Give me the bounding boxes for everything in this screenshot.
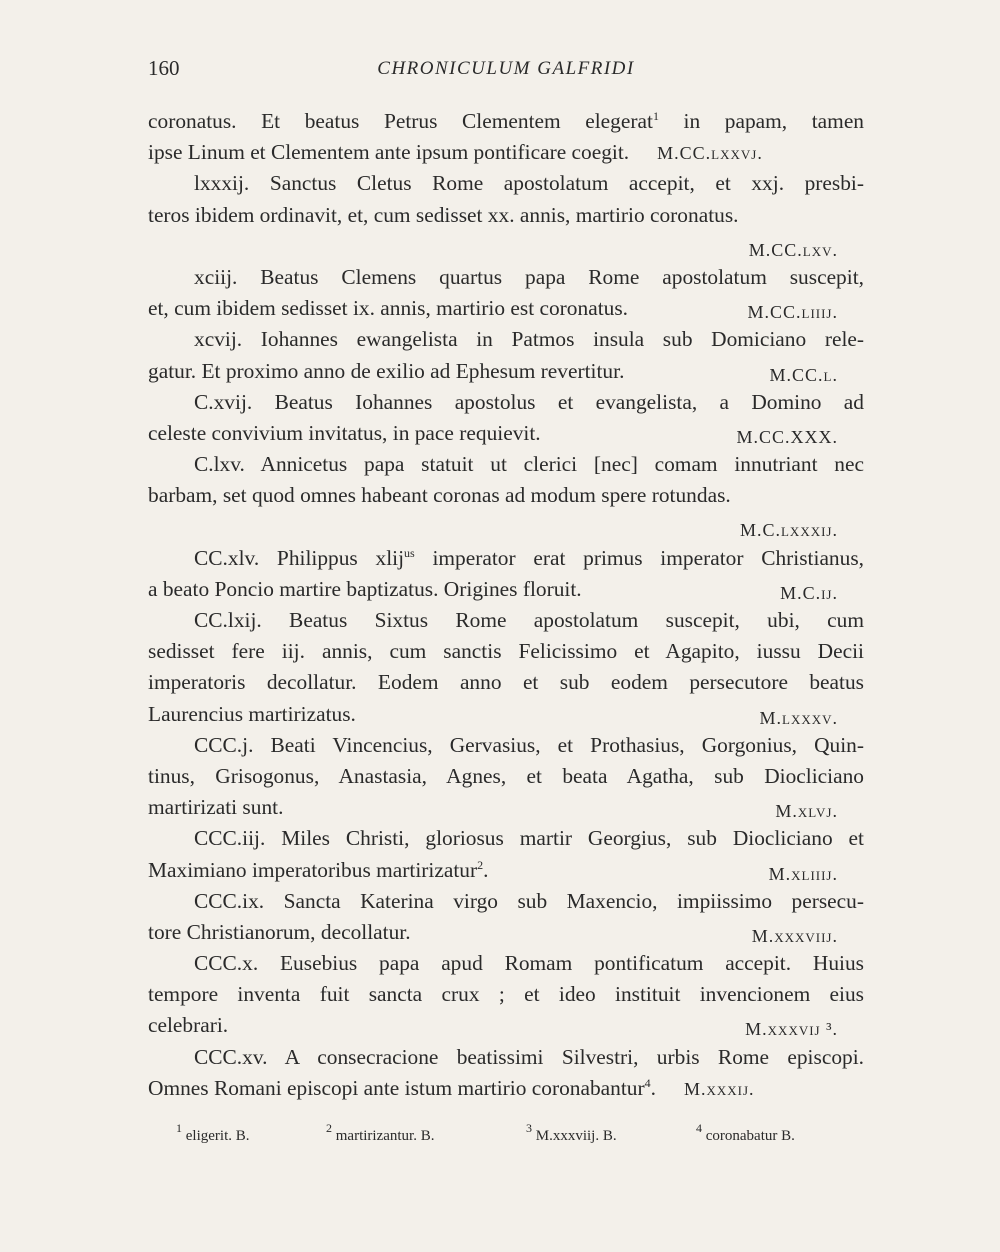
- line-main-text: gatur. Et proximo anno de exilio ad Ephesum revertitur.: [148, 358, 625, 383]
- line-main-text: teros ibidem ordinavit, et, cum sedisset xx. annis, martirio coronatus.: [148, 202, 739, 227]
- text-line: [148, 200, 864, 231]
- text-line: [148, 792, 864, 823]
- footnote-marker: 4: [644, 1075, 651, 1090]
- line-main-text: ipse Linum et Clementem ante ipsum pontificare coegit.: [148, 140, 630, 165]
- footnote-marker: 2: [477, 857, 484, 872]
- line-text: [194, 262, 864, 293]
- text-line: [148, 262, 864, 293]
- line-main-text: CCC.x. Eusebius papa apud Romam pontificatum accepit. Huius: [194, 951, 864, 976]
- line-text: [148, 667, 864, 698]
- text-line: [148, 667, 864, 698]
- year-date: M.CC.liiij.: [747, 302, 838, 323]
- text-line: [148, 917, 864, 948]
- year-date: M.lxxxv.: [759, 707, 838, 728]
- text-line: [148, 636, 864, 667]
- line-text: [194, 387, 864, 418]
- line-text: [148, 792, 283, 823]
- year-date: M.xxxij.: [683, 1078, 755, 1099]
- year-date: M.C.lxxxij.: [739, 520, 838, 541]
- line-main-text: tinus, Grisogonus, Anastasia, Agnes, et beata Agatha, sub Diocliciano: [148, 763, 864, 788]
- footnote-number: 1: [176, 1121, 182, 1135]
- line-main-text: a beato Poncio martire baptizatus. Origines floruit.: [148, 576, 582, 601]
- text-line: [148, 511, 864, 542]
- year-date: M.xliiij.: [768, 863, 838, 884]
- line-text: [148, 418, 541, 449]
- line-main-text: tempore inventa fuit sancta crux ; et ideo instituit invencionem eius: [148, 982, 864, 1007]
- footnote-number: 2: [326, 1121, 332, 1135]
- line-text: [148, 574, 582, 605]
- line-main-text: Omnes Romani episcopi ante istum martirio coronabantur: [148, 1075, 645, 1100]
- line-text: [194, 730, 864, 761]
- line-tail-text: .: [650, 1075, 656, 1100]
- line-main-text: xcvij. Iohannes ewangelista in Patmos insula sub Domiciano rele-: [194, 327, 864, 352]
- text-line: [148, 168, 864, 199]
- line-text: [148, 917, 411, 948]
- line-main-text: et, cum ibidem sedisset ix. annis, martirio est coronatus.: [148, 296, 629, 321]
- text-line: [148, 543, 864, 574]
- page-number: 160: [148, 56, 180, 80]
- text-line: [148, 948, 864, 979]
- line-main-text: sedisset fere iij. annis, cum sanctis Felicissimo et Agapito, iussu Decii: [148, 639, 864, 664]
- text-line: [148, 1042, 864, 1073]
- line-main-text: CC.xlv. Philippus xlij: [194, 545, 405, 570]
- text-line: [148, 324, 864, 355]
- text-line: [148, 387, 864, 418]
- footnote-number: 3: [526, 1121, 532, 1135]
- year-date: M.C.ij.: [780, 582, 838, 603]
- line-text: [148, 293, 628, 324]
- line-main-text: Maximiano imperatoribus martirizatur: [148, 857, 478, 882]
- line-text: [194, 605, 864, 636]
- text-line: [148, 574, 864, 605]
- text-line: [148, 1073, 864, 1104]
- footnote-text: M.xxxviij. B.: [532, 1128, 617, 1144]
- text-line: [148, 979, 864, 1010]
- text-line: [148, 761, 864, 792]
- running-head: CHRONICULUM GALFRIDI: [377, 58, 635, 79]
- year-date: M.xxxvij ³.: [745, 1019, 838, 1040]
- year-date: M.xxxviij.: [751, 925, 838, 946]
- year-date: M.CC.l.: [769, 364, 838, 385]
- line-main-text: barbam, set quod omnes habeant coronas ad modum spere rotundas.: [148, 483, 731, 508]
- text-line: [148, 231, 864, 262]
- line-text: [148, 480, 731, 511]
- line-text: [148, 761, 864, 792]
- line-main-text: coronatus. Et beatus Petrus Clementem elegerat: [148, 109, 653, 133]
- year-date: M.CC.XXX.: [736, 426, 838, 447]
- text-line: [148, 605, 864, 636]
- chronicle-text: [148, 106, 864, 1104]
- line-main-text: C.lxv. Annicetus papa statuit ut clerici [nec] comam innutriant nec: [194, 452, 864, 477]
- text-line: [148, 886, 864, 917]
- year-date: M.CC.lxv.: [748, 239, 838, 260]
- year-date: M.CC.lxxvj.: [657, 143, 763, 164]
- text-line: [148, 449, 864, 480]
- line-text: [148, 356, 624, 387]
- line-text: [194, 449, 864, 480]
- footnote: [696, 1121, 795, 1145]
- line-text: [194, 886, 864, 917]
- line-tail-text: in papam, tamen: [658, 109, 865, 133]
- line-main-text: CCC.xv. A consecracione beatissimi Silvestri, urbis Rome episcopi.: [194, 1044, 864, 1069]
- line-main-text: Laurencius martirizatus.: [148, 701, 356, 726]
- line-text: [194, 1042, 864, 1073]
- line-text: [194, 543, 864, 574]
- footnote-marker: 1: [652, 109, 659, 123]
- text-line: [148, 106, 864, 137]
- line-main-text: imperatoris decollatur. Eodem anno et sub eodem persecutore beatus: [148, 670, 864, 695]
- text-line: [148, 730, 864, 761]
- line-main-text: martirizati sunt.: [148, 795, 284, 820]
- line-main-text: celebrari.: [148, 1013, 229, 1038]
- line-text: [148, 979, 864, 1010]
- footnote: [526, 1121, 617, 1145]
- line-main-text: xciij. Beatus Clemens quartus papa Rome apostolatum suscepit,: [194, 264, 864, 289]
- line-text: [148, 137, 763, 169]
- page-header: [148, 50, 864, 90]
- footnote: [176, 1121, 250, 1145]
- line-text: [194, 168, 864, 199]
- footnote: [326, 1121, 435, 1145]
- footnote-text: eligerit. B.: [182, 1128, 250, 1144]
- line-main-text: CC.lxij. Beatus Sixtus Rome apostolatum suscepit, ubi, cum: [194, 608, 864, 632]
- line-text: [148, 1073, 755, 1105]
- text-line: [148, 137, 864, 168]
- line-text: [148, 699, 356, 730]
- text-line: [148, 293, 864, 324]
- footnote-number: 4: [696, 1121, 702, 1135]
- line-text: [194, 324, 864, 355]
- text-line: [148, 356, 864, 387]
- line-text: [148, 200, 739, 231]
- text-line: [148, 699, 864, 730]
- line-tail-text: .: [483, 857, 489, 882]
- footnote-text: coronabatur B.: [702, 1128, 795, 1144]
- line-main-text: lxxxij. Sanctus Cletus Rome apostolatum accepit, et xxj. presbi-: [194, 171, 864, 196]
- line-main-text: CCC.iij. Miles Christi, gloriosus martir Georgius, sub Diocliciano et: [194, 826, 864, 851]
- line-text: [148, 106, 864, 137]
- line-main-text: C.xvij. Beatus Iohannes apostolus et evangelista, a Domino ad: [194, 389, 864, 414]
- line-main-text: celeste convivium invitatus, in pace requievit.: [148, 420, 541, 445]
- text-line: [148, 823, 864, 854]
- footnote-text: martirizantur. B.: [332, 1128, 435, 1144]
- line-main-text: CCC.j. Beati Vincencius, Gervasius, et Prothasius, Gorgonius, Quin-: [194, 732, 864, 757]
- line-text: [148, 636, 864, 667]
- line-text: [194, 823, 864, 854]
- footnote-marker: us: [404, 545, 415, 560]
- line-text: [194, 948, 864, 979]
- footnotes: [176, 1121, 864, 1152]
- line-text: [148, 855, 488, 886]
- year-date: M.xlvj.: [775, 801, 838, 822]
- text-line: [148, 1010, 864, 1041]
- text-line: [148, 418, 864, 449]
- line-tail-text: imperator erat primus imperator Christianus,: [414, 545, 864, 570]
- text-line: [148, 480, 864, 511]
- text-line: [148, 855, 864, 886]
- line-text: [148, 1010, 228, 1041]
- line-main-text: CCC.ix. Sancta Katerina virgo sub Maxencio, impiissimo persecu-: [194, 888, 864, 913]
- line-main-text: tore Christianorum, decollatur.: [148, 919, 411, 944]
